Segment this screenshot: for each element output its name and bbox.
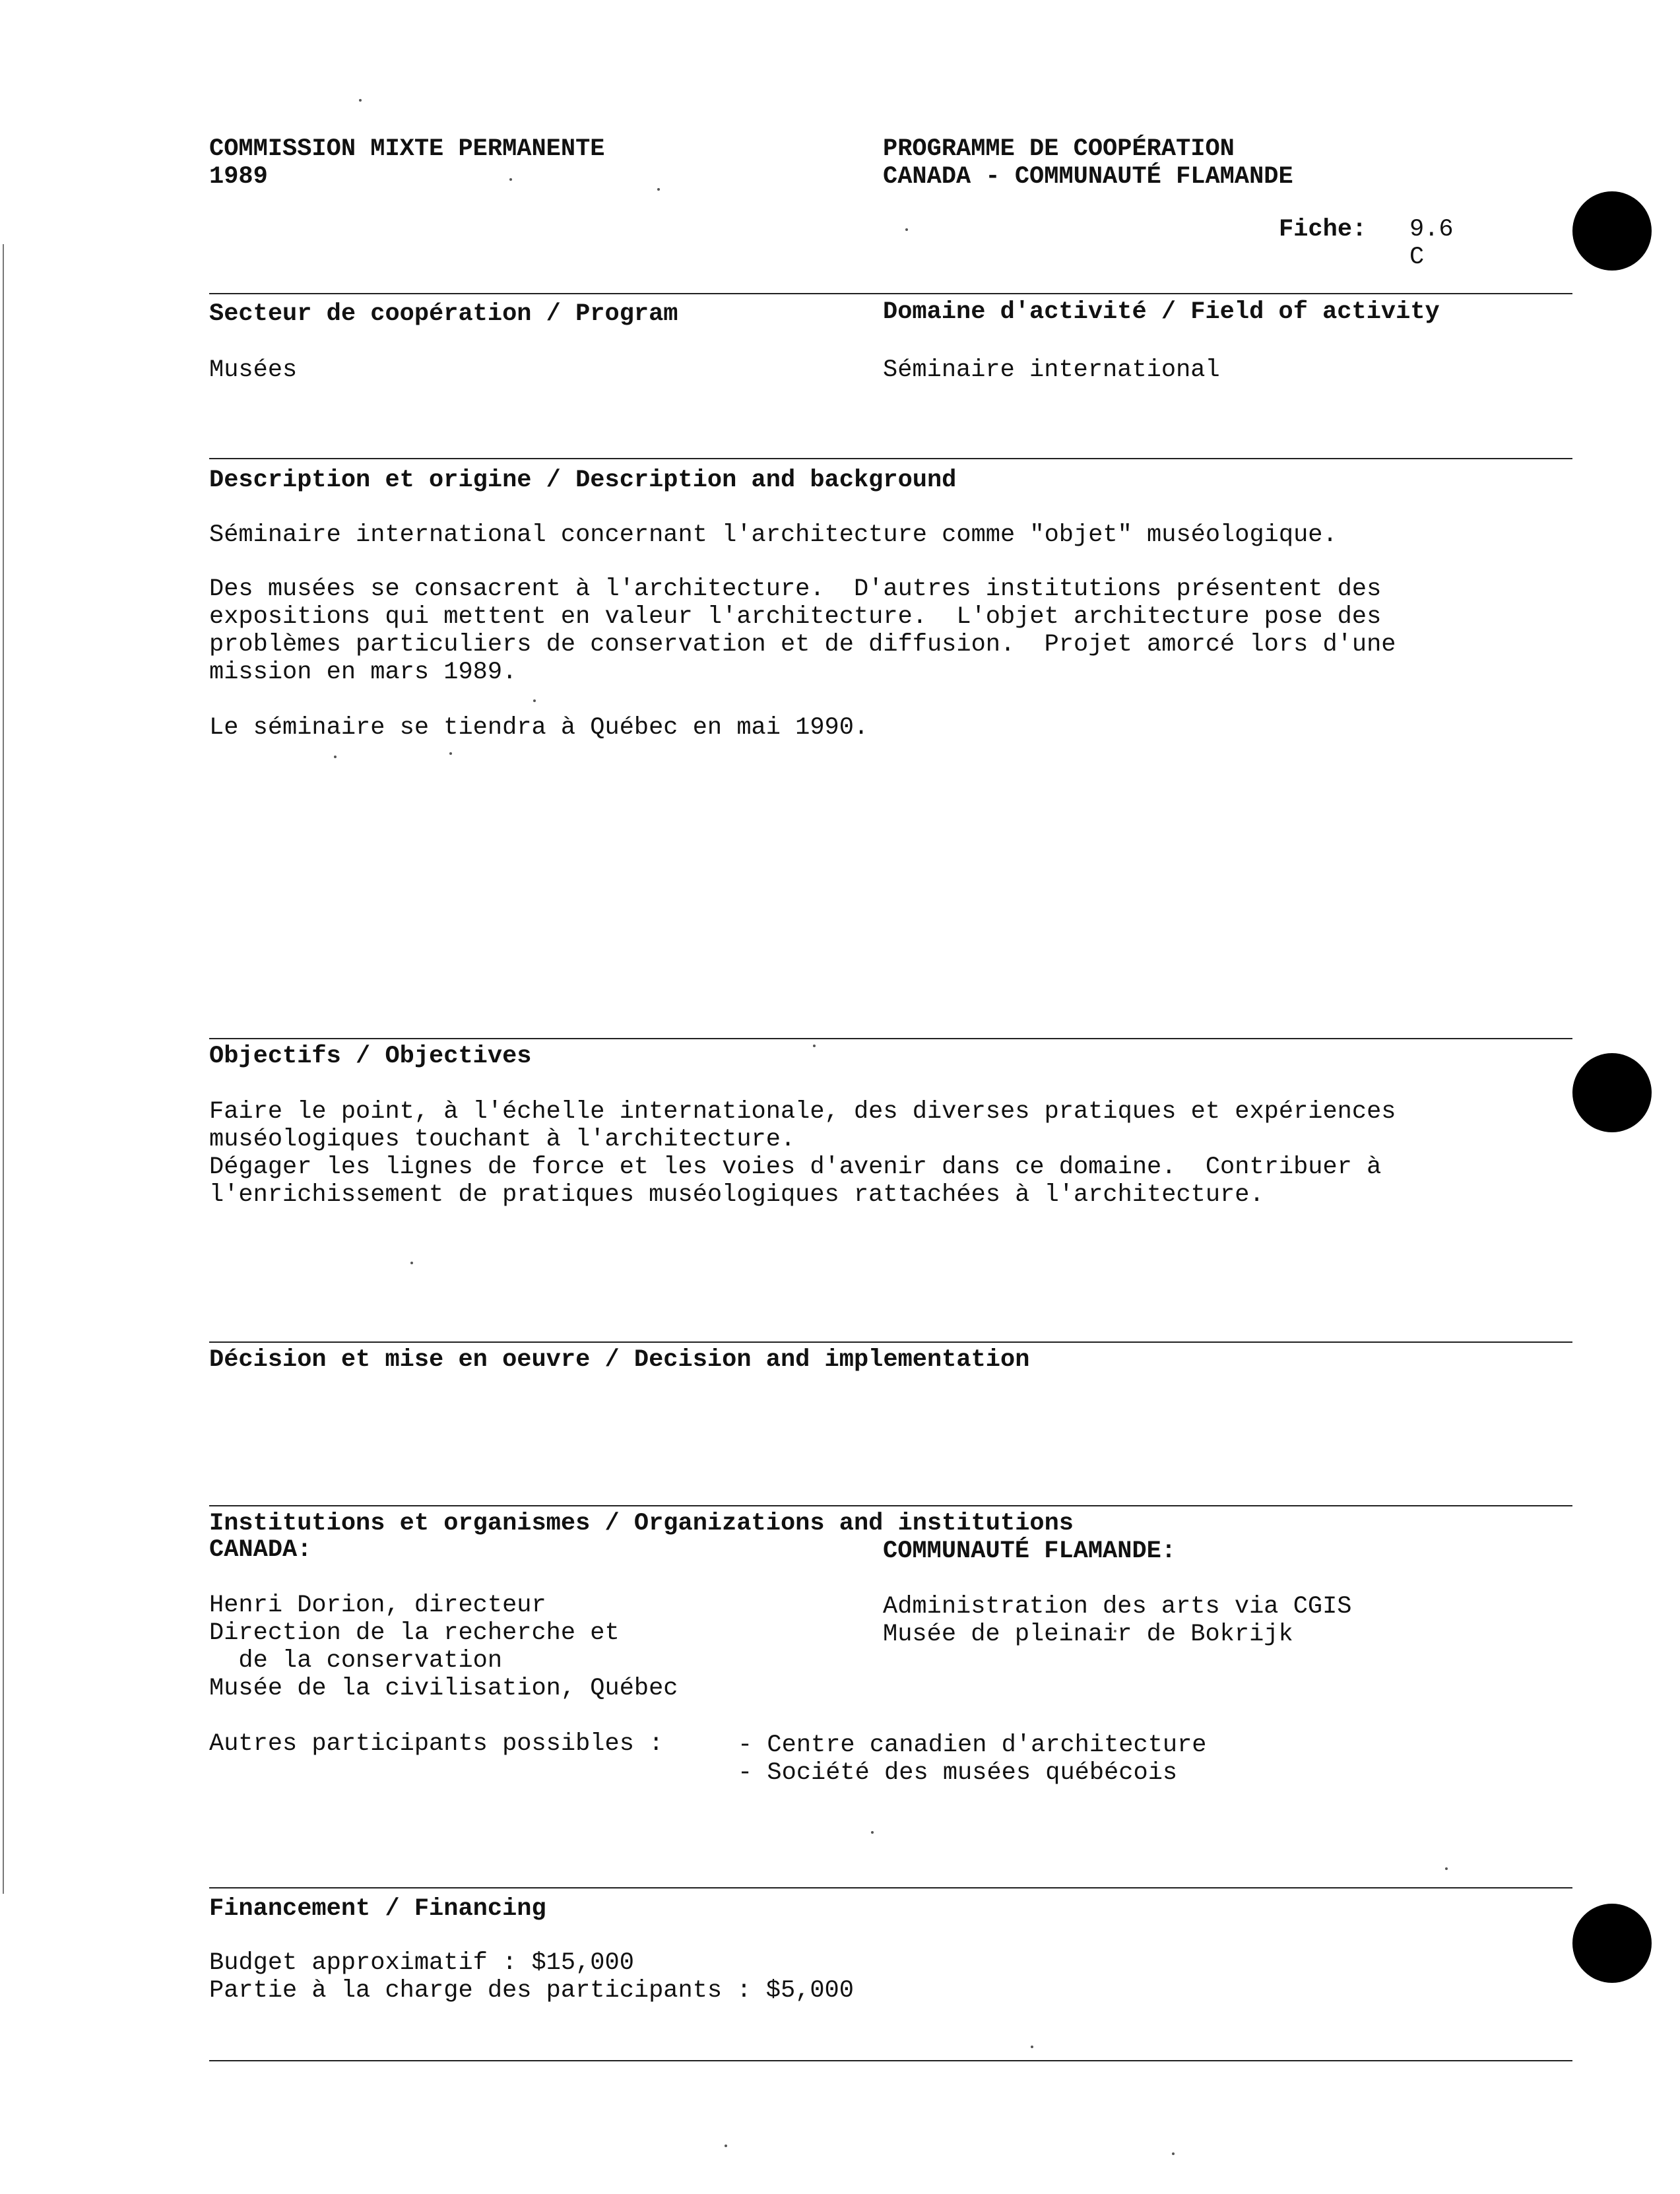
financing-budget: Budget approximatif : $15,000 bbox=[209, 1949, 634, 1977]
scan-margin-line bbox=[3, 244, 4, 1894]
canada-line: de la conservation bbox=[209, 1647, 503, 1675]
canada-heading: CANADA: bbox=[209, 1536, 312, 1564]
commission-year: 1989 bbox=[209, 163, 268, 191]
punch-hole-middle bbox=[1572, 1053, 1652, 1132]
domain-value: Séminaire international bbox=[883, 356, 1220, 384]
section-divider bbox=[209, 458, 1572, 459]
section-divider bbox=[209, 1505, 1572, 1506]
canada-line: Musée de la civilisation, Québec bbox=[209, 1675, 678, 1702]
objectives-line: l'enrichissement de pratiques muséologiques rattachées à l'architecture. bbox=[209, 1181, 1264, 1209]
description-line: problèmes particuliers de conservation et de diffusion. Projet amorcé lors d'une bbox=[209, 631, 1396, 659]
programme-title: PROGRAMME DE COOPÉRATION bbox=[883, 135, 1235, 163]
canada-line: Direction de la recherche et bbox=[209, 1619, 620, 1647]
scan-speck bbox=[334, 756, 337, 758]
financing-heading: Financement / Financing bbox=[209, 1895, 546, 1923]
other-participants-label: Autres participants possibles : bbox=[209, 1730, 664, 1758]
scan-speck bbox=[1172, 2152, 1175, 2155]
description-paragraph-1: Séminaire international concernant l'architecture comme "objet" muséologique. bbox=[209, 521, 1338, 549]
decision-heading: Décision et mise en oeuvre / Decision and implementation bbox=[209, 1346, 1030, 1374]
other-participant: - Société des musées québécois bbox=[738, 1759, 1178, 1787]
sector-value: Musées bbox=[209, 356, 298, 384]
section-divider bbox=[209, 1887, 1572, 1888]
scan-speck bbox=[359, 99, 362, 102]
institutions-heading: Institutions et organismes / Organizations and institutions bbox=[209, 1510, 1074, 1537]
sector-heading: Secteur de coopération / Program bbox=[209, 300, 678, 328]
scan-speck bbox=[905, 228, 908, 231]
fiche-number: 9.6 bbox=[1409, 216, 1454, 243]
flemish-line: Musée de pleinair de Bokrijk bbox=[883, 1621, 1293, 1648]
punch-hole-bottom bbox=[1572, 1904, 1652, 1983]
scan-speck bbox=[1031, 2046, 1033, 2048]
scan-speck bbox=[657, 188, 660, 191]
section-divider bbox=[209, 293, 1572, 294]
domain-heading: Domaine d'activité / Field of activity bbox=[883, 298, 1440, 326]
commission-title: COMMISSION MIXTE PERMANENTE bbox=[209, 135, 605, 163]
other-participant: - Centre canadien d'architecture bbox=[738, 1731, 1207, 1759]
description-line: expositions qui mettent en valeur l'architecture. L'objet architecture pose des bbox=[209, 603, 1382, 631]
objectives-line: Dégager les lignes de force et les voies d'avenir dans ce domaine. Contribuer à bbox=[209, 1153, 1382, 1181]
canada-line: Henri Dorion, directeur bbox=[209, 1592, 546, 1619]
punch-hole-top bbox=[1572, 191, 1652, 271]
objectives-line: muséologiques touchant à l'architecture. bbox=[209, 1126, 796, 1153]
scan-speck bbox=[1445, 1867, 1448, 1870]
description-line: Des musées se consacrent à l'architecture. D'autres institutions présentent des bbox=[209, 575, 1382, 603]
financing-share: Partie à la charge des participants : $5,000 bbox=[209, 1977, 854, 2005]
objectives-line: Faire le point, à l'échelle internationale, des diverses pratiques et expériences bbox=[209, 1098, 1396, 1126]
objectives-heading: Objectifs / Objectives bbox=[209, 1043, 532, 1070]
flemish-heading: COMMUNAUTÉ FLAMANDE: bbox=[883, 1537, 1177, 1565]
scan-speck bbox=[813, 1045, 816, 1047]
fiche-sub: C bbox=[1409, 243, 1425, 271]
scan-speck bbox=[449, 752, 452, 755]
programme-subtitle: CANADA - COMMUNAUTÉ FLAMANDE bbox=[883, 163, 1293, 191]
section-divider bbox=[209, 1341, 1572, 1343]
section-divider bbox=[209, 1038, 1572, 1039]
description-line: mission en mars 1989. bbox=[209, 659, 517, 686]
scan-speck bbox=[871, 1831, 874, 1834]
scan-speck bbox=[533, 699, 536, 702]
flemish-line: Administration des arts via CGIS bbox=[883, 1593, 1352, 1621]
description-heading: Description et origine / Description and background bbox=[209, 467, 957, 494]
scan-speck bbox=[725, 2145, 727, 2147]
scan-speck bbox=[410, 1262, 413, 1264]
fiche-label: Fiche: bbox=[1279, 216, 1367, 243]
scan-speck bbox=[509, 178, 512, 181]
section-divider bbox=[209, 2060, 1572, 2061]
description-paragraph-3: Le séminaire se tiendra à Québec en mai 1990. bbox=[209, 714, 869, 742]
